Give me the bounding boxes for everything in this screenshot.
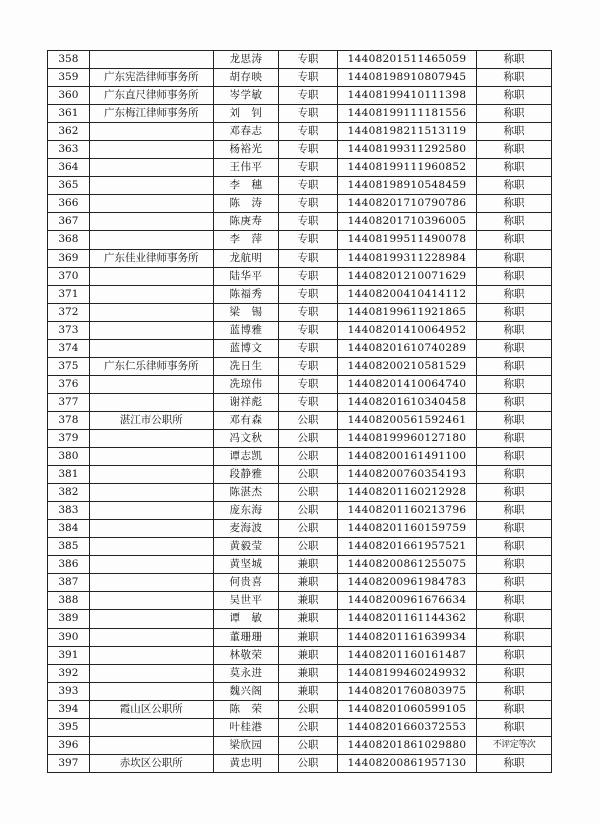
row-number: 389 — [48, 610, 90, 628]
row-number: 362 — [48, 123, 90, 141]
assessment-grade-cell: 称职 — [477, 556, 552, 574]
law-firm-cell — [89, 628, 213, 646]
certificate-number-cell: 14408199111960852 — [337, 159, 476, 177]
lawyer-name-cell: 魏兴阁 — [213, 682, 278, 700]
lawyer-name-cell: 陈湛杰 — [213, 484, 278, 502]
row-number: 359 — [48, 69, 90, 87]
row-number: 387 — [48, 574, 90, 592]
practice-type-cell: 公职 — [279, 700, 338, 718]
row-number: 366 — [48, 195, 90, 213]
practice-type-cell: 公职 — [279, 466, 338, 484]
row-number: 382 — [48, 484, 90, 502]
practice-type-cell: 兼职 — [279, 592, 338, 610]
practice-type-cell: 专职 — [279, 87, 338, 105]
lawyer-name-cell: 邓有森 — [213, 411, 278, 429]
certificate-number-cell: 14408200961676634 — [337, 592, 476, 610]
certificate-number-cell: 14408201160213796 — [337, 502, 476, 520]
table-row — [48, 429, 552, 447]
law-firm-cell — [89, 520, 213, 538]
law-firm-cell — [89, 213, 213, 231]
table-row — [48, 538, 552, 556]
table-row — [48, 628, 552, 646]
row-number: 396 — [48, 736, 90, 754]
row-number: 376 — [48, 375, 90, 393]
practice-type-cell: 兼职 — [279, 664, 338, 682]
row-number: 365 — [48, 177, 90, 195]
assessment-grade-cell: 称职 — [477, 195, 552, 213]
assessment-grade-cell: 称职 — [477, 231, 552, 249]
law-firm-cell — [89, 267, 213, 285]
table-row — [48, 375, 552, 393]
practice-type-cell: 公职 — [279, 448, 338, 466]
certificate-number-cell: 14408201060599105 — [337, 700, 476, 718]
row-number: 386 — [48, 556, 90, 574]
certificate-number-cell: 14408199611921865 — [337, 303, 476, 321]
lawyer-name-cell: 李 萍 — [213, 231, 278, 249]
table-row — [48, 321, 552, 339]
assessment-grade-cell: 称职 — [477, 466, 552, 484]
assessment-grade-cell: 称职 — [477, 592, 552, 610]
assessment-grade-cell: 称职 — [477, 574, 552, 592]
law-firm-cell — [89, 375, 213, 393]
lawyer-name-cell: 梁欣园 — [213, 736, 278, 754]
law-firm-cell — [89, 195, 213, 213]
certificate-number-cell: 14408199460249932 — [337, 664, 476, 682]
certificate-number-cell: 14408201610740289 — [337, 339, 476, 357]
certificate-number-cell: 14408199410111398 — [337, 87, 476, 105]
lawyer-name-cell: 何贵喜 — [213, 574, 278, 592]
lawyer-name-cell: 黄坚城 — [213, 556, 278, 574]
assessment-grade-cell: 不评定等次 — [477, 736, 552, 754]
row-number: 374 — [48, 339, 90, 357]
lawyer-name-cell: 梁 锡 — [213, 303, 278, 321]
certificate-number-cell: 14408198910548459 — [337, 177, 476, 195]
row-number: 368 — [48, 231, 90, 249]
practice-type-cell: 专职 — [279, 321, 338, 339]
practice-type-cell: 专职 — [279, 159, 338, 177]
assessment-grade-cell: 称职 — [477, 520, 552, 538]
certificate-number-cell: 14408201661957521 — [337, 538, 476, 556]
row-number: 392 — [48, 664, 90, 682]
certificate-number-cell: 14408198211513119 — [337, 123, 476, 141]
certificate-number-cell: 14408200760354193 — [337, 466, 476, 484]
lawyer-name-cell: 陆华平 — [213, 267, 278, 285]
assessment-grade-cell: 称职 — [477, 285, 552, 303]
certificate-number-cell: 14408200161491100 — [337, 448, 476, 466]
table-row — [48, 357, 552, 375]
row-number: 383 — [48, 502, 90, 520]
certificate-number-cell: 14408201861029880 — [337, 736, 476, 754]
assessment-grade-cell: 称职 — [477, 159, 552, 177]
row-number: 395 — [48, 718, 90, 736]
row-number: 378 — [48, 411, 90, 429]
certificate-number-cell: 14408201610340458 — [337, 393, 476, 411]
table-row — [48, 303, 552, 321]
row-number: 377 — [48, 393, 90, 411]
row-number: 367 — [48, 213, 90, 231]
table-row — [48, 466, 552, 484]
certificate-number-cell: 14408200861957130 — [337, 754, 476, 772]
assessment-grade-cell: 称职 — [477, 69, 552, 87]
certificate-number-cell: 14408200410414112 — [337, 285, 476, 303]
law-firm-cell — [89, 159, 213, 177]
practice-type-cell: 公职 — [279, 538, 338, 556]
law-firm-cell: 广东直尺律师事务所 — [89, 87, 213, 105]
law-firm-cell — [89, 393, 213, 411]
practice-type-cell: 公职 — [279, 502, 338, 520]
law-firm-cell — [89, 610, 213, 628]
lawyer-name-cell: 黄毅莹 — [213, 538, 278, 556]
row-number: 360 — [48, 87, 90, 105]
law-firm-cell — [89, 321, 213, 339]
lawyer-assessment-table — [47, 50, 552, 773]
table-row — [48, 51, 552, 69]
row-number: 363 — [48, 141, 90, 159]
law-firm-cell — [89, 448, 213, 466]
row-number: 372 — [48, 303, 90, 321]
assessment-grade-cell: 称职 — [477, 321, 552, 339]
law-firm-cell — [89, 484, 213, 502]
table-row — [48, 682, 552, 700]
lawyer-name-cell: 冯文秋 — [213, 429, 278, 447]
table-row — [48, 664, 552, 682]
law-firm-cell — [89, 502, 213, 520]
table-row — [48, 448, 552, 466]
assessment-grade-cell: 称职 — [477, 393, 552, 411]
certificate-number-cell: 14408200861255075 — [337, 556, 476, 574]
table-row — [48, 592, 552, 610]
practice-type-cell: 专职 — [279, 285, 338, 303]
lawyer-name-cell: 黄忠明 — [213, 754, 278, 772]
lawyer-name-cell: 蓝博文 — [213, 339, 278, 357]
practice-type-cell: 专职 — [279, 69, 338, 87]
table-row — [48, 267, 552, 285]
lawyer-name-cell: 叶桂港 — [213, 718, 278, 736]
certificate-number-cell: 14408201511465059 — [337, 51, 476, 69]
law-firm-cell: 广东梅江律师事务所 — [89, 105, 213, 123]
practice-type-cell: 专职 — [279, 123, 338, 141]
table-row — [48, 249, 552, 267]
lawyer-name-cell: 陈庚寿 — [213, 213, 278, 231]
practice-type-cell: 公职 — [279, 484, 338, 502]
assessment-grade-cell: 称职 — [477, 700, 552, 718]
certificate-number-cell: 14408201410064740 — [337, 375, 476, 393]
assessment-grade-cell: 称职 — [477, 628, 552, 646]
law-firm-cell — [89, 466, 213, 484]
assessment-grade-cell: 称职 — [477, 646, 552, 664]
lawyer-name-cell: 林敬荣 — [213, 646, 278, 664]
certificate-number-cell: 14408201160161487 — [337, 646, 476, 664]
certificate-number-cell: 14408198910807945 — [337, 69, 476, 87]
law-firm-cell — [89, 664, 213, 682]
lawyer-name-cell: 麦海波 — [213, 520, 278, 538]
lawyer-name-cell: 谭 敏 — [213, 610, 278, 628]
law-firm-cell: 广东仁乐律师事务所 — [89, 357, 213, 375]
law-firm-cell — [89, 231, 213, 249]
row-number: 390 — [48, 628, 90, 646]
row-number: 394 — [48, 700, 90, 718]
table-row — [48, 69, 552, 87]
row-number: 370 — [48, 267, 90, 285]
table-row — [48, 700, 552, 718]
practice-type-cell: 专职 — [279, 177, 338, 195]
assessment-grade-cell: 称职 — [477, 375, 552, 393]
certificate-number-cell: 14408199511490078 — [337, 231, 476, 249]
lawyer-name-cell: 胡存映 — [213, 69, 278, 87]
law-firm-cell — [89, 303, 213, 321]
table-row — [48, 285, 552, 303]
practice-type-cell: 专职 — [279, 213, 338, 231]
certificate-number-cell: 14408201161144362 — [337, 610, 476, 628]
assessment-grade-cell: 称职 — [477, 213, 552, 231]
assessment-grade-cell: 称职 — [477, 177, 552, 195]
assessment-grade-cell: 称职 — [477, 502, 552, 520]
law-firm-cell — [89, 51, 213, 69]
lawyer-name-cell: 吴世平 — [213, 592, 278, 610]
assessment-grade-cell: 称职 — [477, 538, 552, 556]
practice-type-cell: 公职 — [279, 736, 338, 754]
practice-type-cell: 公职 — [279, 411, 338, 429]
law-firm-cell: 霞山区公职所 — [89, 700, 213, 718]
row-number: 397 — [48, 754, 90, 772]
assessment-grade-cell: 称职 — [477, 339, 552, 357]
law-firm-cell — [89, 646, 213, 664]
assessment-grade-cell: 称职 — [477, 87, 552, 105]
table-row — [48, 646, 552, 664]
assessment-grade-cell: 称职 — [477, 754, 552, 772]
row-number: 371 — [48, 285, 90, 303]
table-row — [48, 520, 552, 538]
law-firm-cell — [89, 339, 213, 357]
lawyer-name-cell: 董珊珊 — [213, 628, 278, 646]
table-row — [48, 123, 552, 141]
practice-type-cell: 专职 — [279, 249, 338, 267]
table-row — [48, 159, 552, 177]
lawyer-name-cell: 杨裕光 — [213, 141, 278, 159]
certificate-number-cell: 14408201161639934 — [337, 628, 476, 646]
practice-type-cell: 专职 — [279, 51, 338, 69]
assessment-grade-cell: 称职 — [477, 610, 552, 628]
row-number: 388 — [48, 592, 90, 610]
assessment-grade-cell: 称职 — [477, 484, 552, 502]
lawyer-name-cell: 段静雅 — [213, 466, 278, 484]
law-firm-cell: 赤坎区公职所 — [89, 754, 213, 772]
practice-type-cell: 专职 — [279, 267, 338, 285]
table-row — [48, 141, 552, 159]
practice-type-cell: 专职 — [279, 393, 338, 411]
law-firm-cell — [89, 682, 213, 700]
certificate-number-cell: 14408201210071629 — [337, 267, 476, 285]
certificate-number-cell: 14408200961984783 — [337, 574, 476, 592]
practice-type-cell: 专职 — [279, 141, 338, 159]
law-firm-cell — [89, 574, 213, 592]
row-number: 375 — [48, 357, 90, 375]
assessment-grade-cell: 称职 — [477, 123, 552, 141]
lawyer-name-cell: 陈 荣 — [213, 700, 278, 718]
practice-type-cell: 公职 — [279, 754, 338, 772]
certificate-number-cell: 14408201710396005 — [337, 213, 476, 231]
lawyer-name-cell: 李 穗 — [213, 177, 278, 195]
law-firm-cell — [89, 538, 213, 556]
table-row — [48, 105, 552, 123]
assessment-grade-cell: 称职 — [477, 411, 552, 429]
practice-type-cell: 公职 — [279, 718, 338, 736]
lawyer-name-cell: 王伟平 — [213, 159, 278, 177]
table-row — [48, 411, 552, 429]
row-number: 369 — [48, 249, 90, 267]
table-row — [48, 718, 552, 736]
lawyer-name-cell: 谭志凯 — [213, 448, 278, 466]
lawyer-name-cell: 莫永进 — [213, 664, 278, 682]
table-row — [48, 484, 552, 502]
lawyer-name-cell: 邓春志 — [213, 123, 278, 141]
certificate-number-cell: 14408200210581529 — [337, 357, 476, 375]
row-number: 361 — [48, 105, 90, 123]
table-row — [48, 339, 552, 357]
row-number: 364 — [48, 159, 90, 177]
lawyer-name-cell: 陈福秀 — [213, 285, 278, 303]
law-firm-cell — [89, 718, 213, 736]
certificate-number-cell: 14408201710790786 — [337, 195, 476, 213]
certificate-number-cell: 14408199311292580 — [337, 141, 476, 159]
practice-type-cell: 专职 — [279, 375, 338, 393]
table-body — [48, 51, 552, 773]
practice-type-cell: 专职 — [279, 105, 338, 123]
lawyer-name-cell: 刘 钊 — [213, 105, 278, 123]
row-number: 393 — [48, 682, 90, 700]
row-number: 380 — [48, 448, 90, 466]
row-number: 391 — [48, 646, 90, 664]
law-firm-cell — [89, 429, 213, 447]
assessment-grade-cell: 称职 — [477, 105, 552, 123]
certificate-number-cell: 14408201160212928 — [337, 484, 476, 502]
table-row — [48, 610, 552, 628]
practice-type-cell: 专职 — [279, 339, 338, 357]
practice-type-cell: 兼职 — [279, 628, 338, 646]
practice-type-cell: 公职 — [279, 429, 338, 447]
assessment-grade-cell: 称职 — [477, 267, 552, 285]
certificate-number-cell: 14408201760803975 — [337, 682, 476, 700]
lawyer-name-cell: 冼琼伟 — [213, 375, 278, 393]
certificate-number-cell: 14408201660372553 — [337, 718, 476, 736]
row-number: 385 — [48, 538, 90, 556]
practice-type-cell: 兼职 — [279, 556, 338, 574]
law-firm-cell — [89, 141, 213, 159]
practice-type-cell: 专职 — [279, 357, 338, 375]
lawyer-name-cell: 岑学敏 — [213, 87, 278, 105]
row-number: 358 — [48, 51, 90, 69]
lawyer-name-cell: 庞东海 — [213, 502, 278, 520]
row-number: 379 — [48, 429, 90, 447]
law-firm-cell — [89, 177, 213, 195]
law-firm-cell — [89, 592, 213, 610]
lawyer-name-cell: 冼日生 — [213, 357, 278, 375]
assessment-grade-cell: 称职 — [477, 682, 552, 700]
table-row — [48, 231, 552, 249]
practice-type-cell: 兼职 — [279, 610, 338, 628]
law-firm-cell — [89, 736, 213, 754]
law-firm-cell: 广东宪浩律师事务所 — [89, 69, 213, 87]
row-number: 384 — [48, 520, 90, 538]
certificate-number-cell: 14408201160159759 — [337, 520, 476, 538]
table-row — [48, 754, 552, 772]
practice-type-cell: 公职 — [279, 520, 338, 538]
table-row — [48, 87, 552, 105]
assessment-grade-cell: 称职 — [477, 448, 552, 466]
certificate-number-cell: 14408199111181556 — [337, 105, 476, 123]
practice-type-cell: 兼职 — [279, 682, 338, 700]
assessment-grade-cell: 称职 — [477, 357, 552, 375]
practice-type-cell: 专职 — [279, 303, 338, 321]
assessment-grade-cell: 称职 — [477, 664, 552, 682]
law-firm-cell: 湛江市公职所 — [89, 411, 213, 429]
lawyer-name-cell: 谢祥彪 — [213, 393, 278, 411]
table-row — [48, 736, 552, 754]
assessment-grade-cell: 称职 — [477, 141, 552, 159]
table-row — [48, 177, 552, 195]
certificate-number-cell: 14408201410064952 — [337, 321, 476, 339]
assessment-grade-cell: 称职 — [477, 429, 552, 447]
law-firm-cell — [89, 123, 213, 141]
assessment-grade-cell: 称职 — [477, 51, 552, 69]
law-firm-cell: 广东佳业律师事务所 — [89, 249, 213, 267]
lawyer-name-cell: 陈 涛 — [213, 195, 278, 213]
practice-type-cell: 兼职 — [279, 646, 338, 664]
lawyer-name-cell: 龙航明 — [213, 249, 278, 267]
assessment-grade-cell: 称职 — [477, 303, 552, 321]
practice-type-cell: 专职 — [279, 195, 338, 213]
certificate-number-cell: 14408199960127180 — [337, 429, 476, 447]
table-row — [48, 213, 552, 231]
assessment-grade-cell: 称职 — [477, 249, 552, 267]
practice-type-cell: 专职 — [279, 231, 338, 249]
table-row — [48, 574, 552, 592]
law-firm-cell — [89, 285, 213, 303]
table-row — [48, 556, 552, 574]
certificate-number-cell: 14408199311228984 — [337, 249, 476, 267]
practice-type-cell: 兼职 — [279, 574, 338, 592]
law-firm-cell — [89, 556, 213, 574]
lawyer-name-cell: 蓝博雅 — [213, 321, 278, 339]
table-row — [48, 393, 552, 411]
row-number: 381 — [48, 466, 90, 484]
row-number: 373 — [48, 321, 90, 339]
certificate-number-cell: 14408200561592461 — [337, 411, 476, 429]
lawyer-name-cell: 龙思涛 — [213, 51, 278, 69]
assessment-grade-cell: 称职 — [477, 718, 552, 736]
table-row — [48, 502, 552, 520]
table-row — [48, 195, 552, 213]
